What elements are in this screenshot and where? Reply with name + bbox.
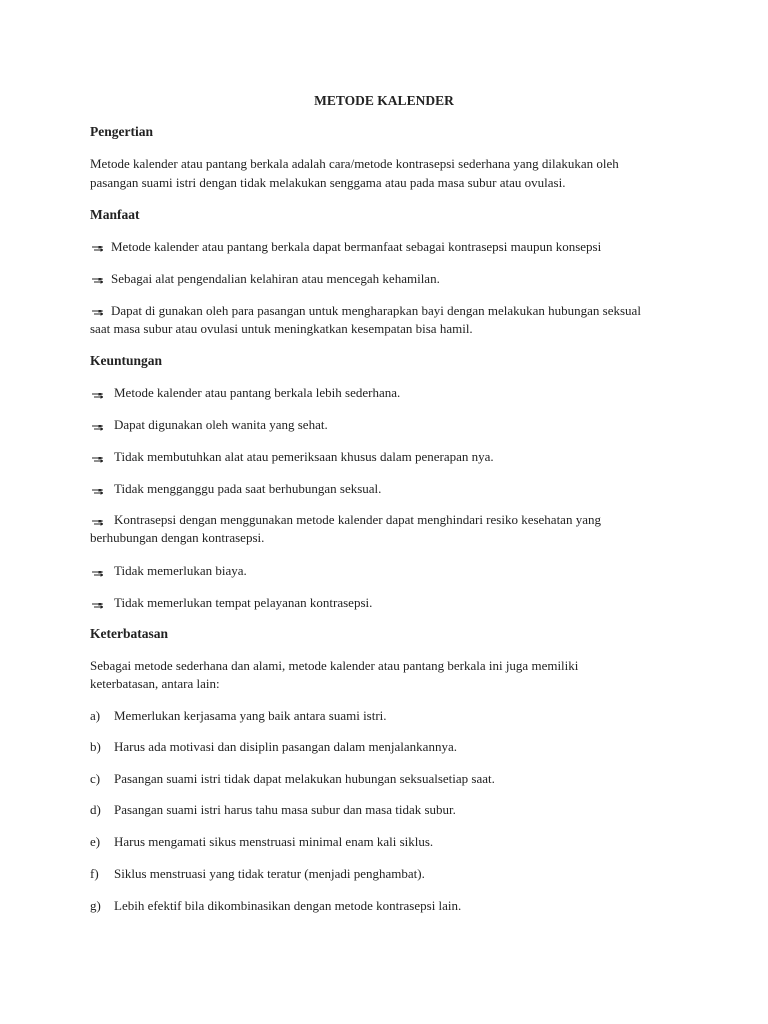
list-item: Dapat di gunakan oleh para pasangan untuk mengharapkan bayi dengan melakukan hubungan seksual [111,303,641,318]
paragraph-line: Sebagai metode sederhana dan alami, metode kalender atau pantang berkala ini juga memiliki [90,658,579,673]
list-item-continuation: berhubungan dengan kontrasepsi. [90,530,265,545]
list-item: Harus ada motivasi dan disiplin pasangan dalam menjalankannya. [114,739,457,754]
list-label: b) [90,739,101,754]
list-label: e) [90,834,101,849]
list-item: Lebih efektif bila dikombinasikan dengan metode kontrasepsi lain. [114,898,462,913]
paragraph-line: pasangan suami istri dengan tidak melakukan senggama atau pada masa subur atau ovulasi. [90,175,566,190]
arrow-bullet-icon [92,520,103,526]
list-item: Tidak memerlukan tempat pelayanan kontrasepsi. [114,595,373,610]
arrow-bullet-icon [92,310,103,316]
paragraph-line: Metode kalender atau pantang berkala adalah cara/metode kontrasepsi sederhana yang dilakukan oleh [90,156,619,171]
list-item: Tidak memerlukan biaya. [114,563,247,578]
list-label: f) [90,866,99,881]
arrow-bullet-icon [92,489,103,495]
arrow-bullet-icon [92,603,103,609]
heading-manfaat: Manfaat [90,207,140,222]
arrow-bullet-icon [92,425,103,431]
arrow-bullet-icon [92,246,103,252]
list-label: a) [90,708,101,723]
list-item: Pasangan suami istri tidak dapat melakukan hubungan seksualsetiap saat. [114,771,495,786]
list-item: Sebagai alat pengendalian kelahiran atau mencegah kehamilan. [111,271,440,286]
list-item: Dapat digunakan oleh wanita yang sehat. [114,417,328,432]
heading-keuntungan: Keuntungan [90,353,163,368]
arrow-bullet-icon [92,457,103,463]
arrow-bullet-icon [92,393,103,399]
list-item: Tidak mengganggu pada saat berhubungan seksual. [114,481,382,496]
document-title: METODE KALENDER [314,93,454,108]
list-item: Memerlukan kerjasama yang baik antara suami istri. [114,708,387,723]
arrow-bullet-icon [92,278,103,284]
list-item: Siklus menstruasi yang tidak teratur (menjadi penghambat). [114,866,425,881]
list-item: Harus mengamati sikus menstruasi minimal enam kali siklus. [114,834,434,849]
list-item: Pasangan suami istri harus tahu masa subur dan masa tidak subur. [114,802,456,817]
list-item-continuation: saat masa subur atau ovulasi untuk meningkatkan kesempatan bisa hamil. [90,321,473,336]
arrow-bullet-icon [92,571,103,577]
list-label: d) [90,802,101,817]
list-label: c) [90,771,101,786]
heading-keterbatasan: Keterbatasan [90,626,168,641]
list-label: g) [90,898,101,913]
list-item: Metode kalender atau pantang berkala lebih sederhana. [114,385,401,400]
paragraph-line: keterbatasan, antara lain: [90,676,220,691]
heading-pengertian: Pengertian [90,124,153,139]
list-item: Tidak membutuhkan alat atau pemeriksaan khusus dalam penerapan nya. [114,449,494,464]
list-item: Metode kalender atau pantang berkala dapat bermanfaat sebagai kontrasepsi maupun konsepsi [111,239,602,254]
list-item: Kontrasepsi dengan menggunakan metode kalender dapat menghindari resiko kesehatan yang [114,512,601,527]
